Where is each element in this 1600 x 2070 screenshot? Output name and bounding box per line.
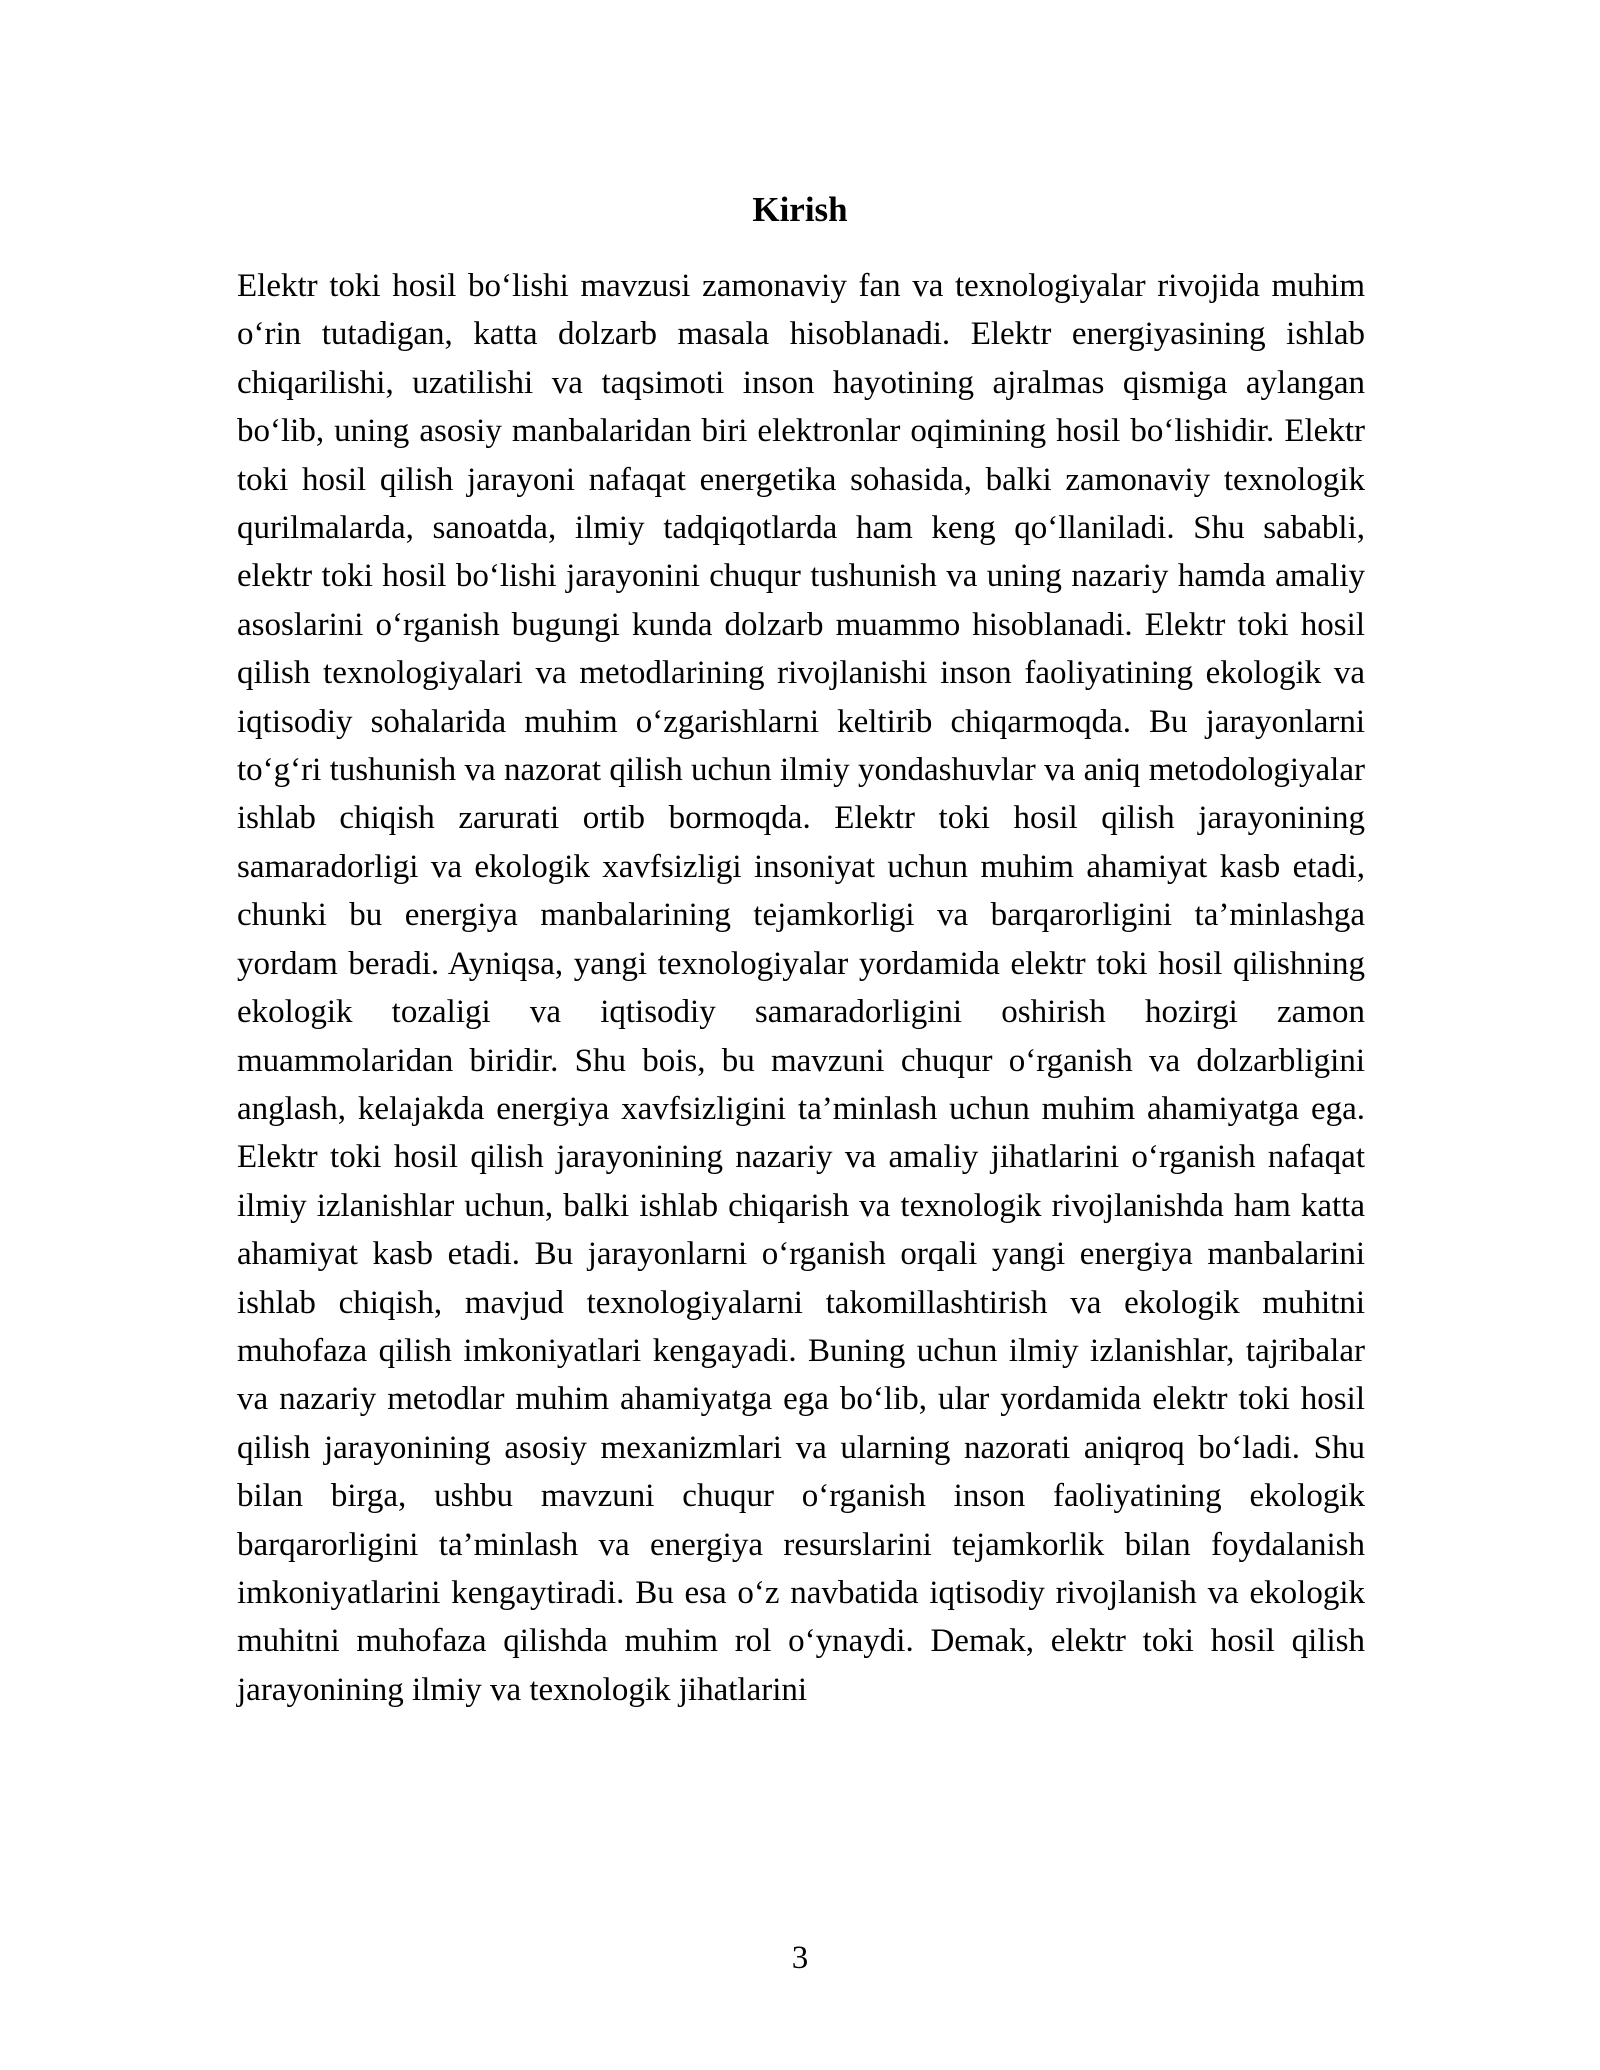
page-number: 3 xyxy=(791,1940,809,1976)
section-heading: Kirish xyxy=(752,190,848,229)
body-paragraph: Elektr toki hosil bo‘lishi mavzusi zamonaviy fan va texnologiyalar rivojida muhim o‘rin tutadigan, katta dolzarb masala hisoblanadi. Elektr energiyasining ishlab chiqarilishi, uzatilishi va taqsimoti inson hayotining ajralmas qismiga aylangan bo‘lib, uning asosiy manbalaridan biri elektronlar oqimining hosil bo‘lishidir. Elektr toki hosil qilish jarayoni nafaqat energetika sohasida, balki zamonaviy texnologik qurilmalarda, sanoatda, ilmiy tadqiqotlarda ham keng qo‘llaniladi. Shu sababli, elektr toki hosil bo‘lishi jarayonini chuqur tushunish va uning nazariy hamda amaliy asoslarini o‘rganish bugungi kunda dolzarb muammo hisoblanadi. Elektr toki hosil qilish texnologiyalari va metodlarining rivojlanishi inson faoliyatining ekologik va iqtisodiy sohalarida muhim o‘zgarishlarni keltirib chiqarmoqda. Bu jarayonlarni to‘g‘ri tushunish va nazorat qilish uchun ilmiy yondashuvlar va aniq metodologiyalar ishlab chiqish zarurati ortib bormoqda. Elektr toki hosil qilish jarayonining samaradorligi va ekologik xavfsizligi insoniyat uchun muhim ahamiyat kasb etadi, chunki bu energiya manbalarining tejamkorligi va barqarorligini ta’minlashga yordam beradi. Ayniqsa, yangi texnologiyalar yordamida elektr toki hosil qilishning ekologik tozaligi va iqtisodiy samaradorligini oshirish hozirgi zamon muammolaridan biridir. Shu bois, bu mavzuni chuqur o‘rganish va dolzarbligini anglash, kelajakda energiya xavfsizligini ta’minlash uchun muhim ahamiyatga ega. Elektr toki hosil qilish jarayonining nazariy va amaliy jihatlarini o‘rganish nafaqat ilmiy izlanishlar uchun, balki ishlab chiqarish va texnologik rivojlanishda ham katta ahamiyat kasb etadi. Bu jarayonlarni o‘rganish orqali yangi energiya manbalarini ishlab chiqish, mavjud texnologiyalarni takomillashtirish va ekologik muhitni muhofaza qilish imkoniyatlari kengayadi. Buning uchun ilmiy izlanishlar, tajribalar va nazariy metodlar muhim ahamiyatga ega bo‘lib, ular yordamida elektr toki hosil qilish jarayonining asosiy mexanizmlari va ularning nazorati aniqroq bo‘ladi. Shu bilan birga, ushbu mavzuni chuqur o‘rganish inson faoliyatining ekologik barqarorligini ta’minlash va energiya resurslarini tejamkorlik bilan foydalanish imkoniyatlarini kengaytiradi. Bu esa o‘z navbatida iqtisodiy rivojlanish va ekologik muhitni muhofaza qilishda muhim rol o‘ynaydi. Demak, elektr toki hosil qilish jarayonining ilmiy va texnologik jihatlarini xyxy=(237,268,1365,1708)
